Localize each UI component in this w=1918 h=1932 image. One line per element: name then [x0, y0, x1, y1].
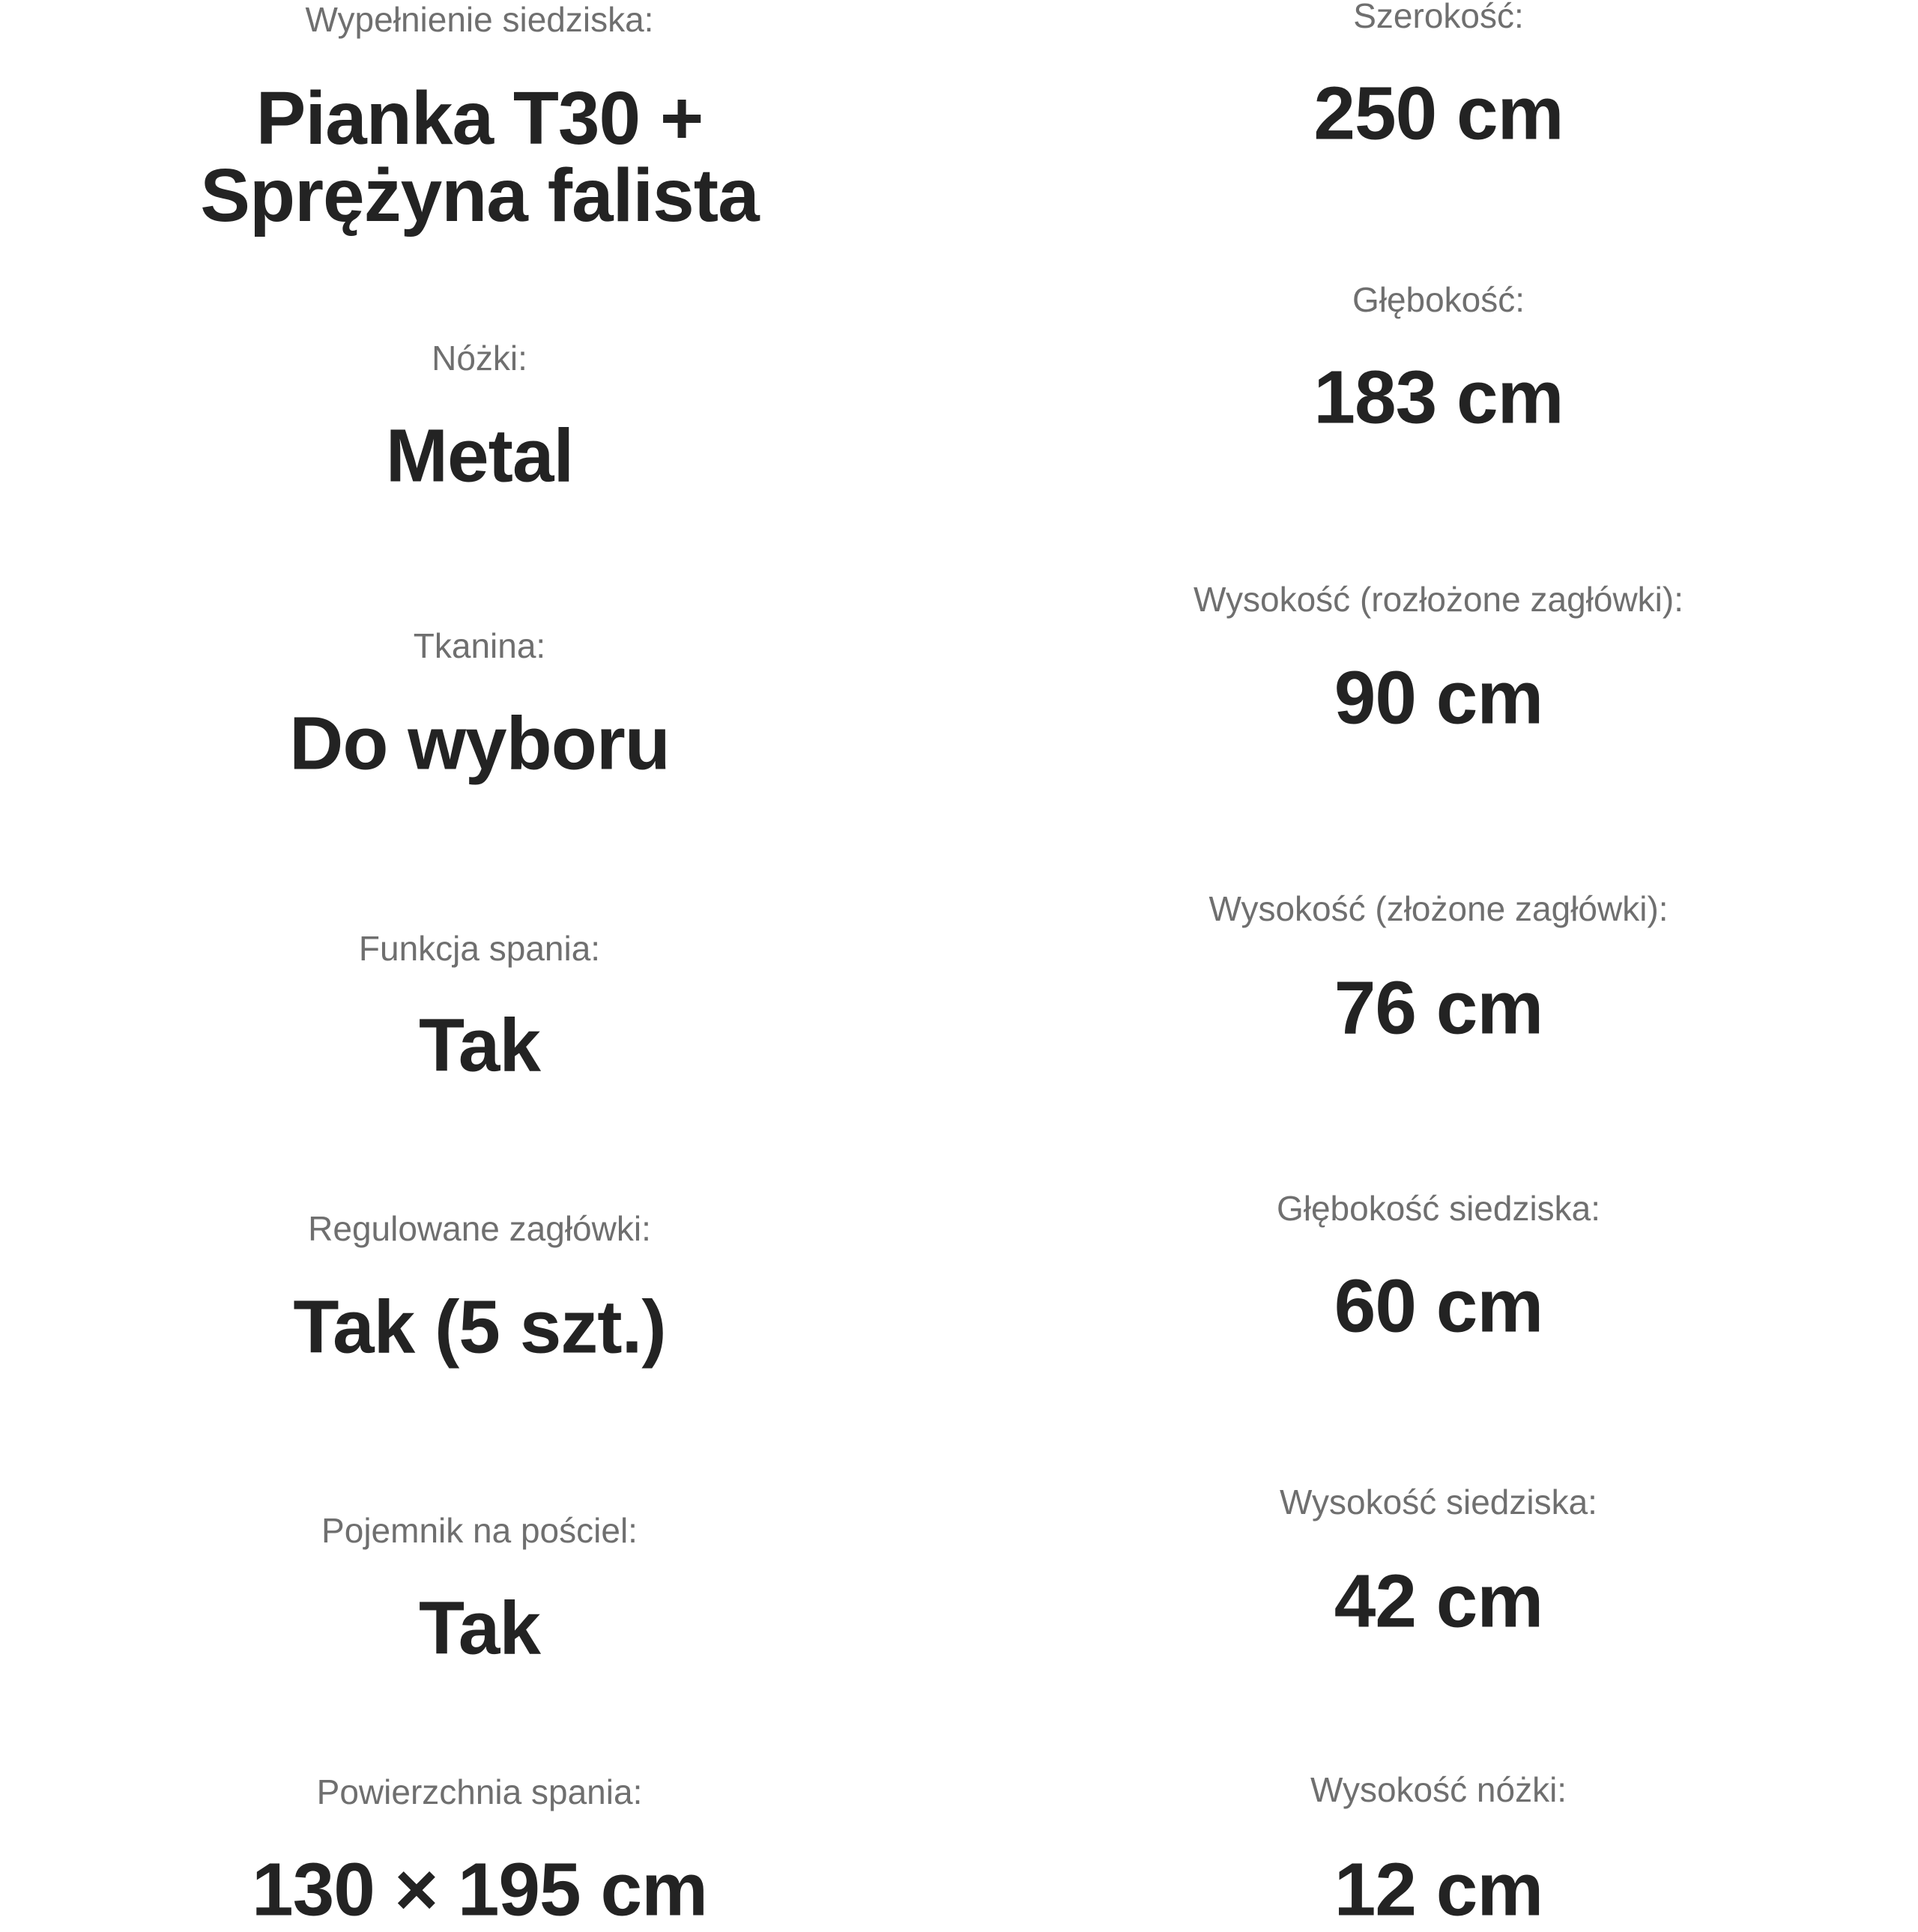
spec-label-seat-filling: Wypełnienie siedziska:: [305, 0, 654, 39]
spec-value-sleep-function: Tak: [419, 1003, 540, 1088]
spec-value-seat-depth: 60 cm: [1334, 1264, 1543, 1348]
spec-label-sleeping-area: Powierzchnia spania:: [316, 1772, 643, 1811]
spec-label-seat-height: Wysokość siedziska:: [1280, 1483, 1597, 1521]
spec-value-depth: 183 cm: [1313, 355, 1564, 440]
spec-value-bedding-container: Tak: [419, 1586, 540, 1671]
spec-label-depth: Głębokość:: [1352, 280, 1525, 319]
spec-value-height-unfolded: 90 cm: [1334, 655, 1543, 740]
spec-value-line: Sprężyna falista: [200, 154, 759, 237]
spec-label-bedding-container: Pojemnik na pościel:: [321, 1511, 638, 1550]
spec-value-fabric: Do wyboru: [289, 701, 670, 786]
spec-label-fabric: Tkanina:: [413, 626, 546, 665]
spec-value-height-folded: 76 cm: [1334, 966, 1543, 1050]
spec-label-headrests: Regulowane zagłówki:: [308, 1209, 651, 1248]
spec-value-sleeping-area: 130 × 195 cm: [252, 1847, 707, 1932]
spec-label-height-folded: Wysokość (złożone zagłówki):: [1208, 889, 1669, 928]
spec-value-leg-height: 12 cm: [1334, 1847, 1543, 1932]
spec-label-height-unfolded: Wysokość (rozłożone zagłówki):: [1193, 580, 1684, 619]
spec-label-legs: Nóżki:: [432, 339, 527, 378]
spec-label-seat-depth: Głębokość siedziska:: [1276, 1189, 1601, 1228]
spec-value-seat-height: 42 cm: [1334, 1559, 1543, 1644]
spec-label-sleep-function: Funkcja spania:: [358, 929, 601, 968]
spec-label-width: Szerokość:: [1353, 0, 1524, 35]
spec-label-leg-height: Wysokość nóżki:: [1310, 1770, 1567, 1809]
spec-value-headrests: Tak (5 szt.): [293, 1285, 666, 1369]
spec-value-width: 250 cm: [1313, 71, 1564, 156]
spec-value-line: Pianka T30 +: [255, 76, 704, 160]
spec-value-seat-filling: [200, 76, 759, 237]
spec-value-legs: Metal: [385, 414, 574, 498]
